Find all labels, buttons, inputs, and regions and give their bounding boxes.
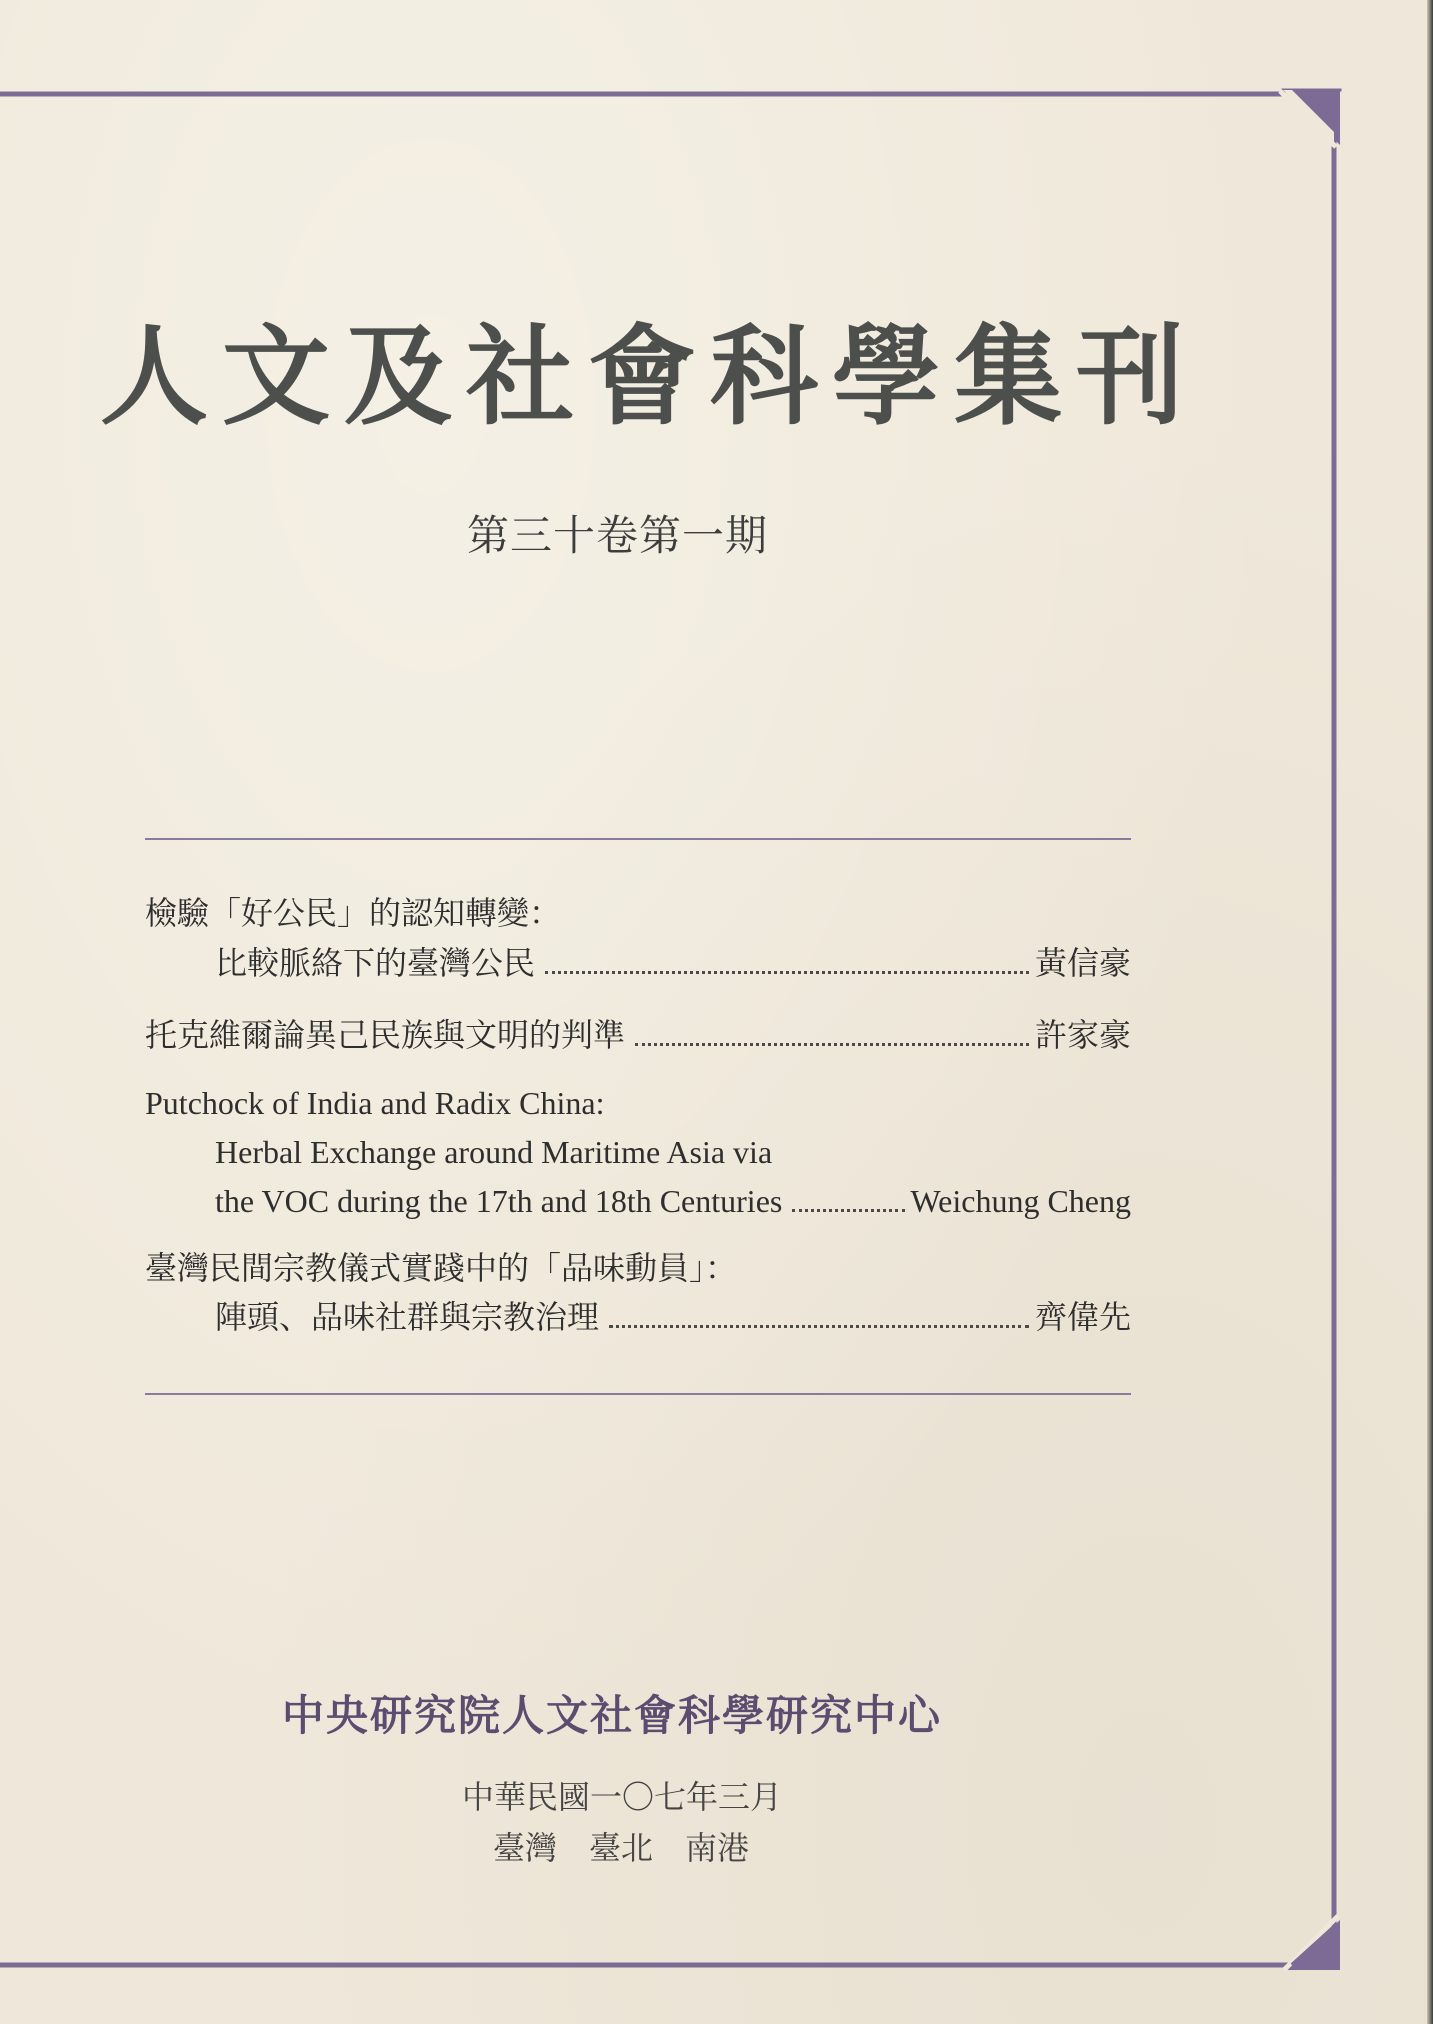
publication-date: 中華民國一〇七年三月 xyxy=(462,1778,783,1816)
divider-bottom xyxy=(145,1393,1131,1395)
dot-leader xyxy=(545,971,1029,974)
toc-entry-4-subtitle: 陣頭、品味社群與宗教治理 xyxy=(215,1298,600,1336)
page-edge xyxy=(1427,0,1433,2024)
toc-entry-2-row xyxy=(145,1015,1131,1055)
dot-leader xyxy=(792,1209,904,1212)
toc-entry-1-author: 黃信豪 xyxy=(1034,944,1131,982)
toc-entry-2-author: 許家豪 xyxy=(1034,1016,1131,1054)
toc-entry-1-title: 檢驗「好公民」的認知轉變： xyxy=(145,894,562,932)
dot-leader xyxy=(609,1325,1029,1328)
toc-entry-4-author: 齊偉先 xyxy=(1034,1298,1131,1336)
toc-entry-1-subtitle-row xyxy=(215,943,1131,983)
journal-title: 人文及社會科學集刊 xyxy=(100,314,1199,440)
toc-entry-3-subtitle: Herbal Exchange around Maritime Asia via xyxy=(215,1134,773,1170)
toc-entry-1-subtitle: 比較脈絡下的臺灣公民 xyxy=(215,944,536,982)
publication-place: 臺灣 臺北 南港 xyxy=(493,1829,750,1867)
toc-entry-2-title: 托克維爾論異己民族與文明的判準 xyxy=(145,1016,626,1054)
dot-leader xyxy=(635,1043,1029,1046)
toc-entry-3-title: Putchock of India and Radix China: xyxy=(145,1085,605,1121)
divider-top xyxy=(145,838,1131,840)
toc-entry-3-subtitle-2: the VOC during the 17th and 18th Centuries xyxy=(215,1183,783,1219)
issue-number: 第三十卷第一期 xyxy=(467,511,769,560)
publisher-name: 中央研究院人文社會科學研究中心 xyxy=(282,1691,943,1740)
toc-entry-3-author: Weichung Cheng xyxy=(910,1183,1131,1219)
toc-entry-3-subtitle-row xyxy=(215,1181,1131,1221)
toc-entry-4-title: 臺灣民間宗教儀式實踐中的「品味動員」： xyxy=(145,1249,738,1287)
toc-entry-4-subtitle-row xyxy=(215,1297,1131,1337)
